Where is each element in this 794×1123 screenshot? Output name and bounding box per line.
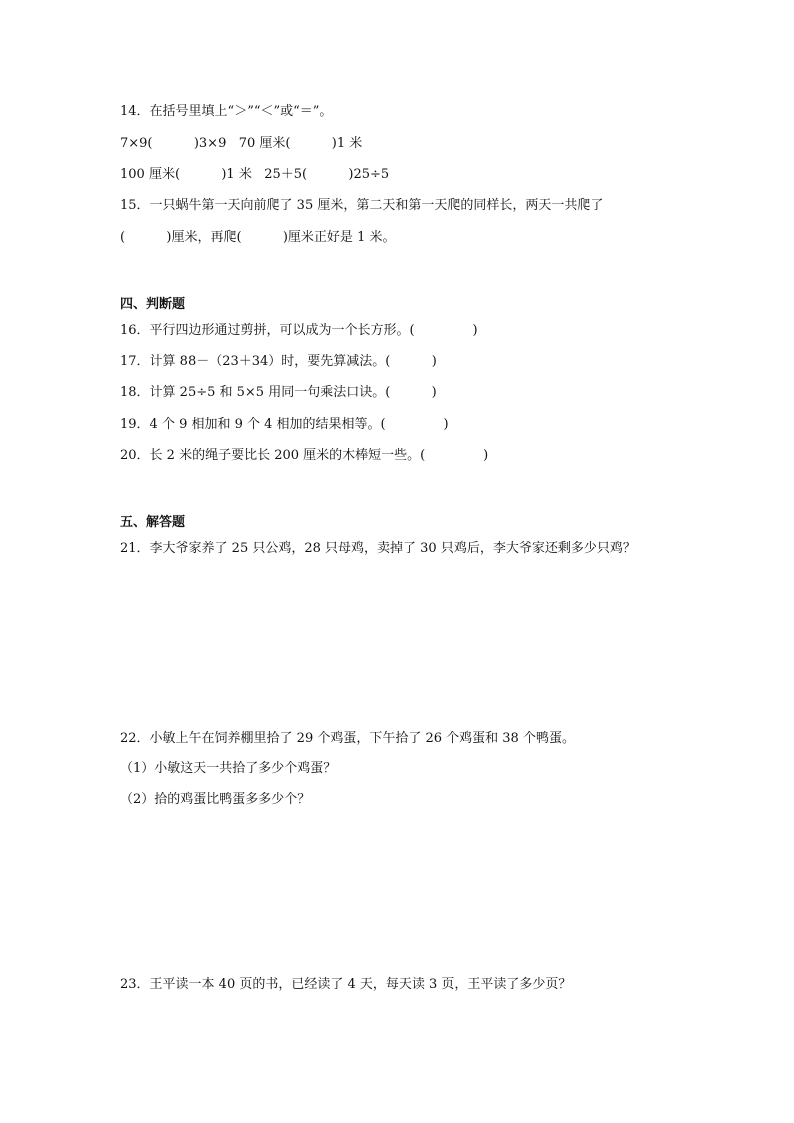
q23: 23．王平读一本 40 页的书，已经读了 4 天，每天读 3 页，王平读了多少页？ <box>120 977 572 992</box>
q20: 20．长 2 米的绳子要比长 200 厘米的木棒短一些。( ) <box>120 448 489 463</box>
q21: 21．李大爷家养了 25 只公鸡，28 只母鸡，卖掉了 30 只鸡后，李大爷家还剩多少只鸡？ <box>120 541 636 556</box>
q18: 18．计算 25÷5 和 5×5 用同一句乘法口诀。( ) <box>120 385 437 400</box>
q15-line-2: ( )厘米，再爬( )厘米正好是 1 米。 <box>120 230 396 245</box>
q17: 17．计算 88－（23＋34）时，要先算减法。( ) <box>120 354 437 369</box>
q22: 22．小敏上午在饲养棚里拾了 29 个鸡蛋，下午拾了 26 个鸡蛋和 38 个鸭蛋。 <box>120 731 575 746</box>
q15-line-1: 15．一只蜗牛第一天向前爬了 35 厘米，第二天和第一天爬的同样长，两天一共爬了 <box>120 198 604 213</box>
q14-row-2: 100 厘米( )1 米 25＋5( )25÷5 <box>120 167 390 182</box>
section-heading-judgment: 四、判断题 <box>120 297 186 312</box>
section-heading-solve: 五、解答题 <box>120 515 186 530</box>
q14-prompt: 14．在括号里填上“＞”“＜”或“＝”。 <box>120 104 333 119</box>
q16: 16．平行四边形通过剪拼，可以成为一个长方形。( ) <box>120 323 478 338</box>
q22-part-1: （1）小敏这天一共拾了多少个鸡蛋？ <box>120 761 337 776</box>
q22-part-2: （2）拾的鸡蛋比鸭蛋多多少个？ <box>120 792 311 807</box>
q14-row-1: 7×9( )3×9 70 厘米( )1 米 <box>120 136 363 151</box>
q19: 19．4 个 9 相加和 9 个 4 相加的结果相等。( ) <box>120 417 449 432</box>
